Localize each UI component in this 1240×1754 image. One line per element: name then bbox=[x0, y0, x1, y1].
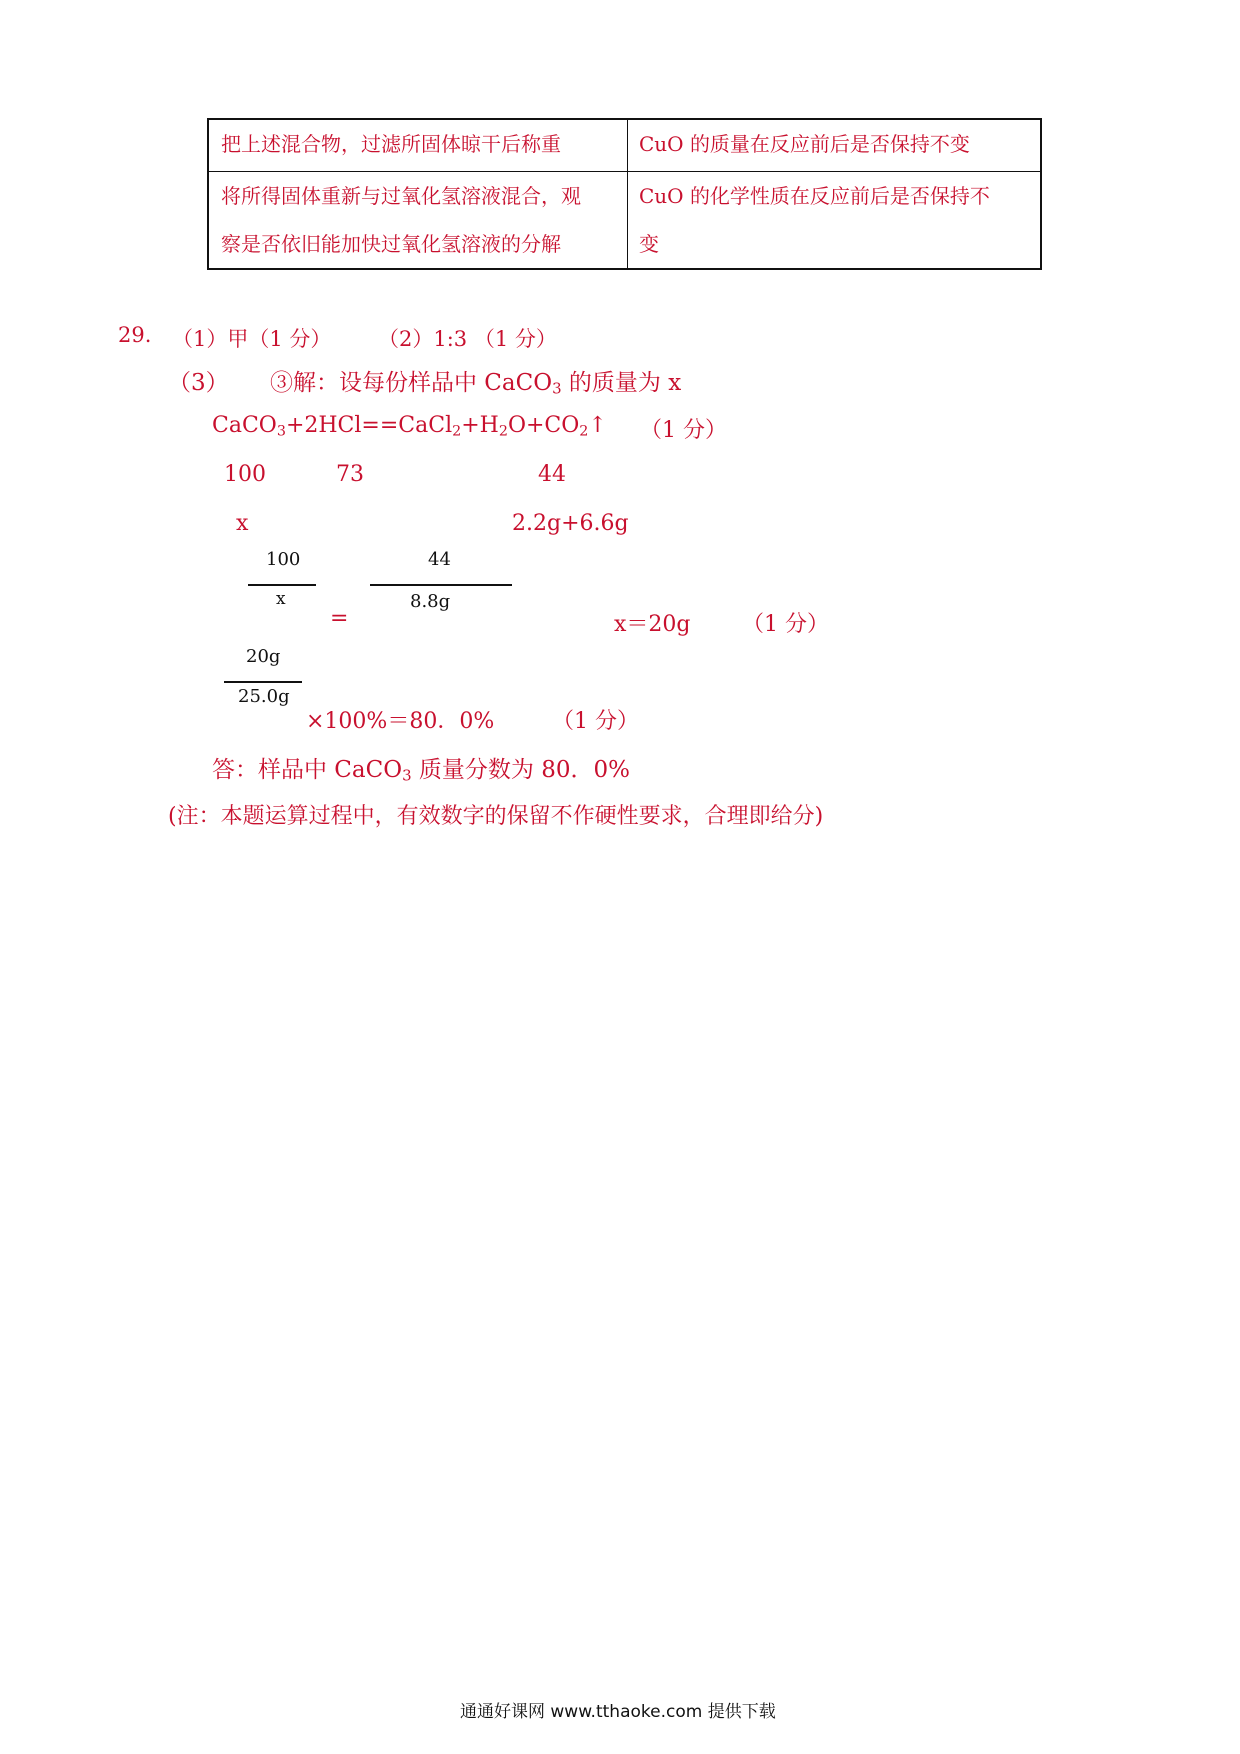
fraction-numerator: 20g bbox=[246, 646, 281, 667]
fraction-denominator: 25.0g bbox=[238, 686, 290, 707]
table-cell: 变 bbox=[639, 232, 659, 256]
table-column-divider bbox=[627, 120, 628, 268]
experiment-table bbox=[207, 118, 1042, 270]
question-number: 29. bbox=[118, 323, 152, 347]
fraction-numerator: 100 bbox=[266, 549, 301, 570]
fraction-denominator: x bbox=[276, 589, 286, 609]
table-cell: CuO 的化学性质在反应前后是否保持不 bbox=[639, 184, 990, 208]
percent-expression: ×100%＝80．0% bbox=[306, 709, 495, 734]
table-cell: CuO 的质量在反应前后是否保持不变 bbox=[639, 132, 970, 156]
molar-mass-co2: 44 bbox=[538, 462, 566, 487]
percent-score: （1 分） bbox=[552, 709, 639, 734]
table-cell: 察是否依旧能加快过氧化氢溶液的分解 bbox=[221, 232, 561, 256]
equation-score: （1 分） bbox=[640, 418, 727, 443]
answer-part-1: （1）甲（1 分） bbox=[172, 327, 332, 351]
fraction-bar bbox=[224, 681, 302, 683]
table-cell: 将所得固体重新与过氧化氢溶液混合，观 bbox=[221, 184, 581, 208]
equals-sign: = bbox=[330, 606, 349, 631]
molar-mass-hcl: 73 bbox=[336, 462, 364, 487]
grading-note: (注：本题运算过程中，有效数字的保留不作硬性要求，合理即给分) bbox=[168, 804, 824, 829]
unknown-x: x bbox=[236, 511, 249, 536]
table-cell: 把上述混合物，过滤所固体晾干后称重 bbox=[221, 132, 561, 156]
chemical-equation: $CaCO_3+2HCl==CaCl_2+H_2O+CO_2↑$ bbox=[212, 413, 607, 440]
fraction-numerator: 44 bbox=[428, 549, 451, 570]
final-answer: 答：样品中 CaCO$_3$ 质量分数为 80．0% bbox=[212, 757, 630, 785]
x-result-score: （1 分） bbox=[742, 612, 829, 637]
solution-intro: ③解：设每份样品中 CaCO$_3$ 的质量为 x bbox=[270, 370, 682, 398]
answer-part-3-label: （3） bbox=[168, 370, 229, 396]
page-footer: 通通好课网 www.tthaoke.com 提供下载 bbox=[460, 1702, 776, 1722]
molar-mass-caco3: 100 bbox=[224, 462, 266, 487]
answer-part-2: （2）1:3 （1 分） bbox=[378, 327, 557, 351]
fraction-bar bbox=[248, 584, 316, 586]
fraction-denominator: 8.8g bbox=[410, 591, 451, 612]
co2-mass: 2.2g+6.6g bbox=[512, 511, 629, 536]
fraction-bar bbox=[370, 584, 512, 586]
x-result: x＝20g bbox=[614, 612, 691, 637]
